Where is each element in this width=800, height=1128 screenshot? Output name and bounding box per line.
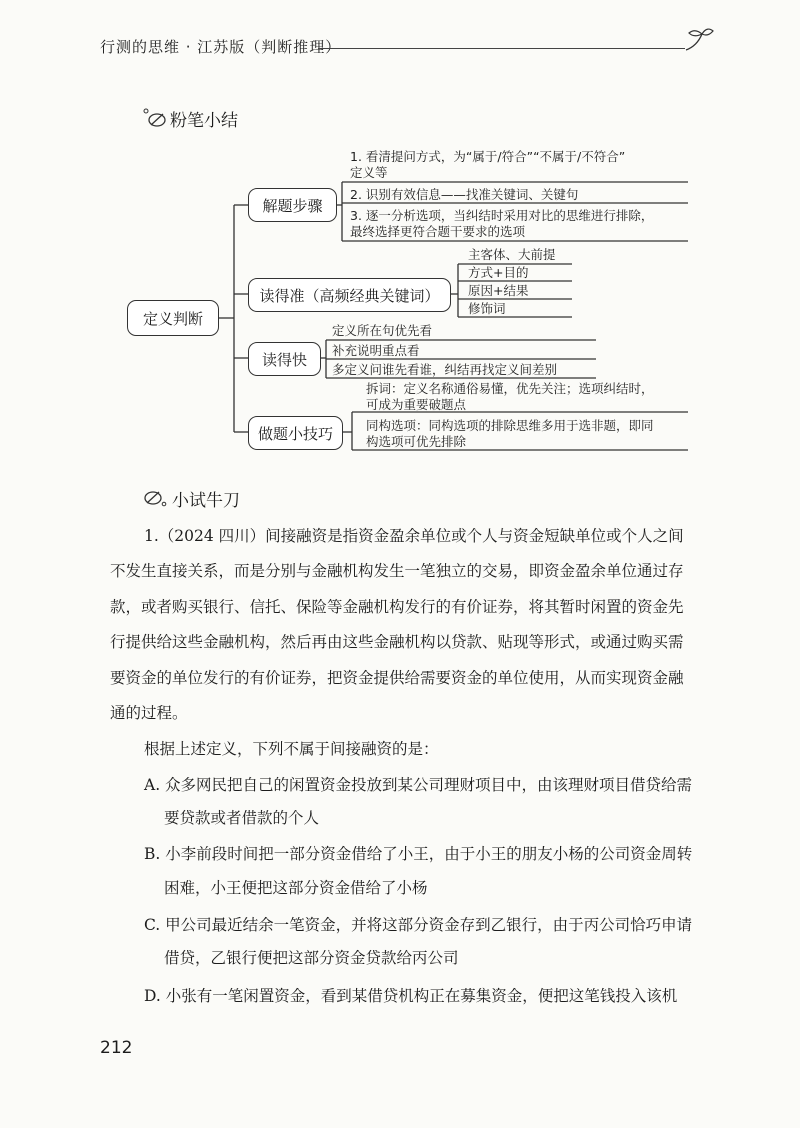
question-line: 通的过程。 xyxy=(110,704,188,722)
practice-heading: 小试牛刀 xyxy=(172,491,240,511)
option-a-cont: 要贷款或者借款的个人 xyxy=(164,809,320,827)
branch-node-tips: 做题小技巧 xyxy=(248,416,343,450)
leaf-text: 同构选项：同构选项的排除思维多用于选非题，即同 xyxy=(366,418,654,433)
question-line: 不发生直接关系，而是分别与金融机构发生一笔独立的交易，即资金盈余单位通过存 xyxy=(110,562,684,580)
leaf-text: 可成为重要破题点 xyxy=(366,397,467,412)
branch-node-steps: 解题步骤 xyxy=(248,188,337,222)
pencil-icon xyxy=(143,488,167,508)
leaf-text: 原因+结果 xyxy=(468,283,529,298)
option-c-cont: 借贷，乙银行便把这部分资金贷款给丙公司 xyxy=(164,949,459,967)
leaf-text: 2. 识别有效信息——找准关键词、关键句 xyxy=(350,187,579,202)
leaf-text: 多定义问谁先看谁，纠结再找定义间差别 xyxy=(332,362,558,377)
root-node: 定义判断 xyxy=(127,300,219,336)
branch-node-read-accurately: 读得准（高频经典关键词） xyxy=(248,278,451,312)
leaf-text: 最终选择更符合题干要求的选项 xyxy=(350,224,526,239)
option-d: D. 小张有一笔闲置资金，看到某借贷机构正在募集资金，便把这笔钱投入该机 xyxy=(144,987,678,1005)
question-line: 1.（2024 四川）间接融资是指资金盈余单位或个人与资金短缺单位或个人之间 xyxy=(144,527,684,545)
leaf-text: 补充说明重点看 xyxy=(332,343,420,358)
leaf-text: 方式+目的 xyxy=(468,265,529,280)
leaf-text: 1. 看清提问方式，为“属于/符合”“不属于/不符合” xyxy=(350,149,626,164)
leaf-text: 定义等 xyxy=(350,165,388,180)
branch-node-read-fast: 读得快 xyxy=(248,342,321,376)
leaf-text: 3. 逐一分析选项，当纠结时采用对比的思维进行排除， xyxy=(350,208,654,223)
option-c: C. 甲公司最近结余一笔资金，并将这部分资金存到乙银行，由于丙公司恰巧申请 xyxy=(144,916,693,934)
leaf-text: 修饰词 xyxy=(468,301,506,316)
question-line: 要资金的单位发行的有价证券，把资金提供给需要资金的单位使用，从而实现资金融 xyxy=(110,669,684,687)
leaf-text: 拆词：定义名称通俗易懂，优先关注；选项纠结时， xyxy=(366,381,654,396)
question-line: 款，或者购买银行、信托、保险等金融机构发行的有价证券，将其暂时闲置的资金先 xyxy=(110,598,684,616)
option-a: A. 众多网民把自己的闲置资金投放到某公司理财项目中，由该理财项目借贷给需 xyxy=(144,776,693,794)
leaf-text: 主客体、大前提 xyxy=(468,247,556,262)
page-number: 212 xyxy=(100,1038,133,1058)
leaf-text: 构选项可优先排除 xyxy=(366,434,467,449)
leaf-text: 定义所在句优先看 xyxy=(332,323,433,338)
running-header: 行测的思维 · 江苏版（判断推理） xyxy=(100,38,342,56)
question-prompt: 根据上述定义，下列不属于间接融资的是： xyxy=(144,740,439,758)
option-b: B. 小李前段时间把一部分资金借给了小王，由于小王的朋友小杨的公司资金周转 xyxy=(144,845,693,863)
question-line: 行提供给这些金融机构，然后再由这些金融机构以贷款、贴现等形式，或通过购买需 xyxy=(110,633,684,651)
summary-heading: 粉笔小结 xyxy=(170,111,238,131)
option-b-cont: 困难，小王便把这部分资金借给了小杨 xyxy=(164,879,428,897)
